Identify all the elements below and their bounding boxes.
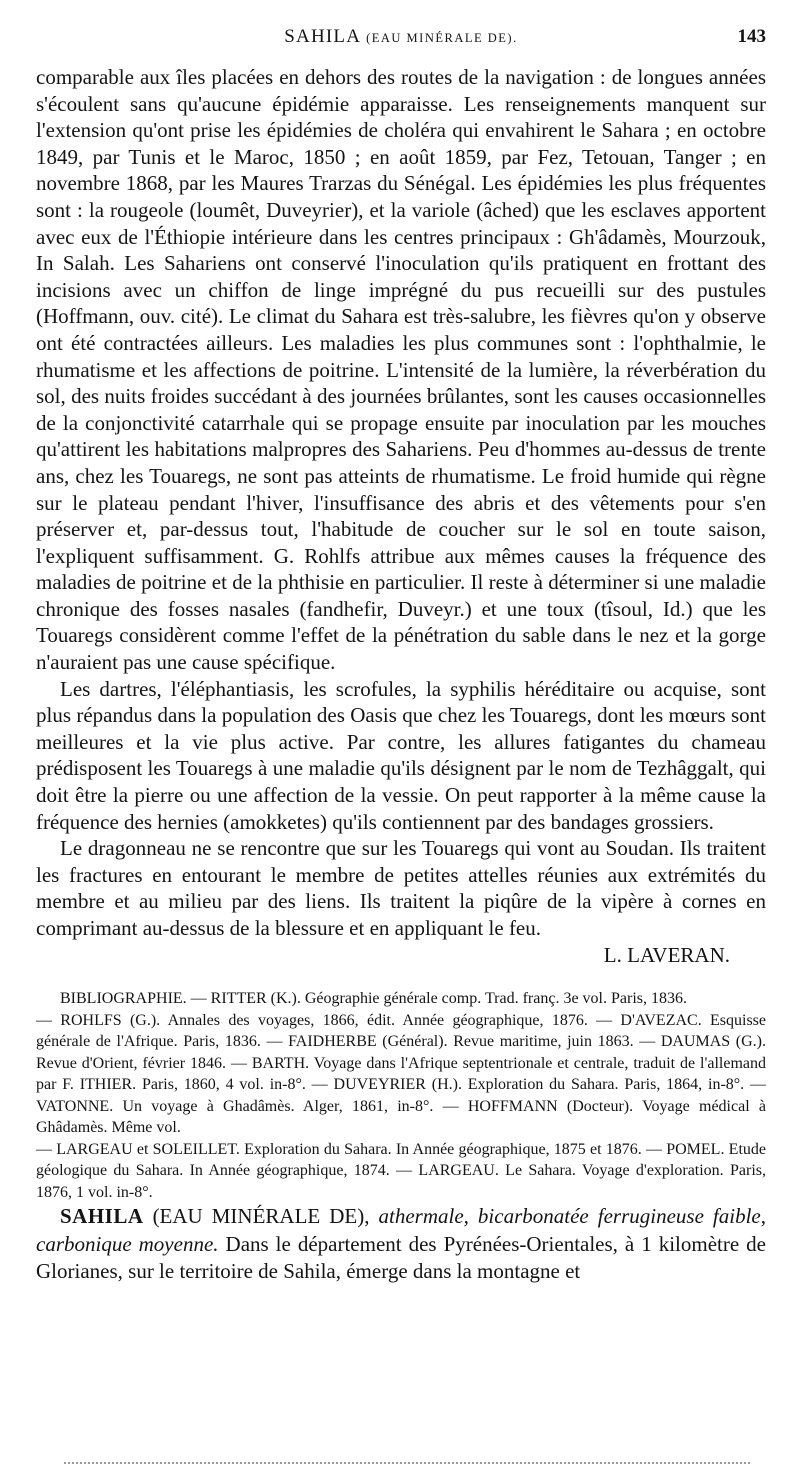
paragraph-treatments: Le dragonneau ne se rencontre que sur les Touaregs qui vont au Soudan. Ils traitent les fractures en entourant le membre de petites attelles réunies aux extrémités du membre et au milieu par des liens. Ils traitent la piqûre de la vipère à cornes en comprimant au-dessus de la blessure et en appliquant le feu.	[36, 836, 766, 940]
running-title-word: SAHILA	[284, 26, 361, 47]
bibliography-line-3: — LARGEAU et SOLEILLET. Exploration du Sahara. In Année géographique, 1875 et 1876. — POMEL. Etude géologique du Sahara. In Année géographique, 1874. — LARGEAU. Le Sahara. Voyage d'exploration. Paris, 1876, 1 vol. in-8°.	[36, 1140, 766, 1201]
main-text	[36, 64, 766, 1286]
entry-qualifier: (EAU MINÉRALE DE),	[152, 1204, 370, 1229]
author-signature: L. LAVERAN.	[603, 942, 730, 967]
running-header	[36, 26, 766, 56]
entry-headword: SAHILA	[60, 1204, 144, 1229]
cut-off-next-line	[64, 1462, 750, 1464]
bibliography-line-1: BIBLIOGRAPHIE. — RITTER (K.). Géographie générale comp. Trad. franç. 3e vol. Paris, 1836.	[60, 990, 687, 1008]
entry-text: Dans le département des Pyrénées-Orientales, à 1 kilomètre de Glorianes, sur le territoire de Sahila, émerge dans la montagne et	[36, 1231, 767, 1284]
paragraph-skin-diseases: Les dartres, l'éléphantiasis, les scrofules, la syphilis héréditaire ou acquise, sont plus répandus dans la population des Oasis que chez les Touaregs, dont les mœurs sont meilleures et la vie plus active. Par contre, les allures fatigantes du chameau prédisposent les Touaregs à une maladie qu'ils désignent par le nom de Tezhâggalt, qui doit être la pierre ou une affection de la vessie. On peut rapporter à la même cause la fréquence des hernies (amokketes) qu'ils contiennent par des bandages grossiers.	[36, 676, 766, 834]
dictionary-entry-sahila	[36, 1203, 766, 1286]
running-title	[36, 26, 766, 48]
paragraph-continued: comparable aux îles placées en dehors des routes de la navigation : de longues années s'écoulent sans qu'aucune épidémie apparaisse. Les renseignements manquent sur l'extension qu'ont prise les épidémies de choléra qui envahirent le Sahara ; en octobre 1849, par Tunis et le Maroc, 1850 ; en août 1859, par Fez, Tetouan, Tanger ; en novembre 1868, par les Maures Trarzas du Sénégal. Les épidémies les plus fréquentes sont : la rougeole (loumêt, Duveyrier), et la variole (âched) que les esclaves apportent avec eux de l'Éthiopie intérieure dans les centres principaux : Gh'âdamès, Mourzouk, In Salah. Les Sahariens ont conservé l'inoculation qu'ils pratiquent en frottant des incisions avec un chiffon de linge imprégné du pus recueilli sur des pustules (Hoffmann, ouv. cité). Le climat du Sahara est très-salubre, les fièvres qu'on y observe ont été contractées ailleurs. Les maladies les plus communes sont : l'ophthalmie, le rhumatisme et les affections de poitrine. L'intensité de la lumière, la réverbération du sol, des nuits froides succédant à des journées brûlantes, sont les causes occasionnelles de la conjonctivité catarrhale qui se propage ensuite par inoculation par les mouches qu'attirent les habitations malpropres des Sahariens. Peu d'hommes au-dessus de trente ans, chez les Touaregs, ne sont pas atteints de rhumatisme. Le froid humide qui règne sur le plateau pendant l'hiver, l'insuffisance des abris et des vêtements pour s'en préserver et, par-dessus tout, l'habitude de coucher sur le sol en toute saison, l'expliquent suffisamment. G. Rohlfs attribue aux mêmes causes la fréquence des maladies de poitrine et de la phthisie en particulier. Il reste à déterminer si une maladie chronique des fosses nasales (fandhefir, Duveyr.) et une toux (tîsoul, Id.) que les Touaregs considèrent comme l'effet de la pénétration du sable dans le nez et la gorge n'auraient pas une cause spécifique.	[36, 65, 766, 675]
entry-description: athermale, bicarbonatée ferrugineuse faible, carbonique moyenne.	[36, 1204, 767, 1256]
running-title-subtitle: (EAU MINÉRALE DE).	[366, 31, 518, 45]
page-number: 143	[737, 26, 766, 47]
bibliography-line-2: — ROHLFS (G.). Annales des voyages, 1866, édit. Année géographique, 1876. — D'AVEZAC. Esquisse générale de l'Afrique. Paris, 1836. — FAIDHERBE (Général). Revue maritime, juin 1863. — DAUMAS (G.). Revue d'Orient, février 1846. — BARTH. Voyage dans l'Afrique septentrionale et centrale, traduit de l'allemand par F. ITHIER. Paris, 1860, 4 vol. in-8°. — DUVEYRIER (H.). Exploration du Sahara. Paris, 1864, in-8°. — VATONNE. Un voyage à Ghadâmès. Alger, 1861, in-8°. — HOFFMANN (Docteur). Voyage médical à Ghâdamès. Même vol.	[36, 1011, 766, 1137]
bibliography	[36, 988, 766, 1203]
